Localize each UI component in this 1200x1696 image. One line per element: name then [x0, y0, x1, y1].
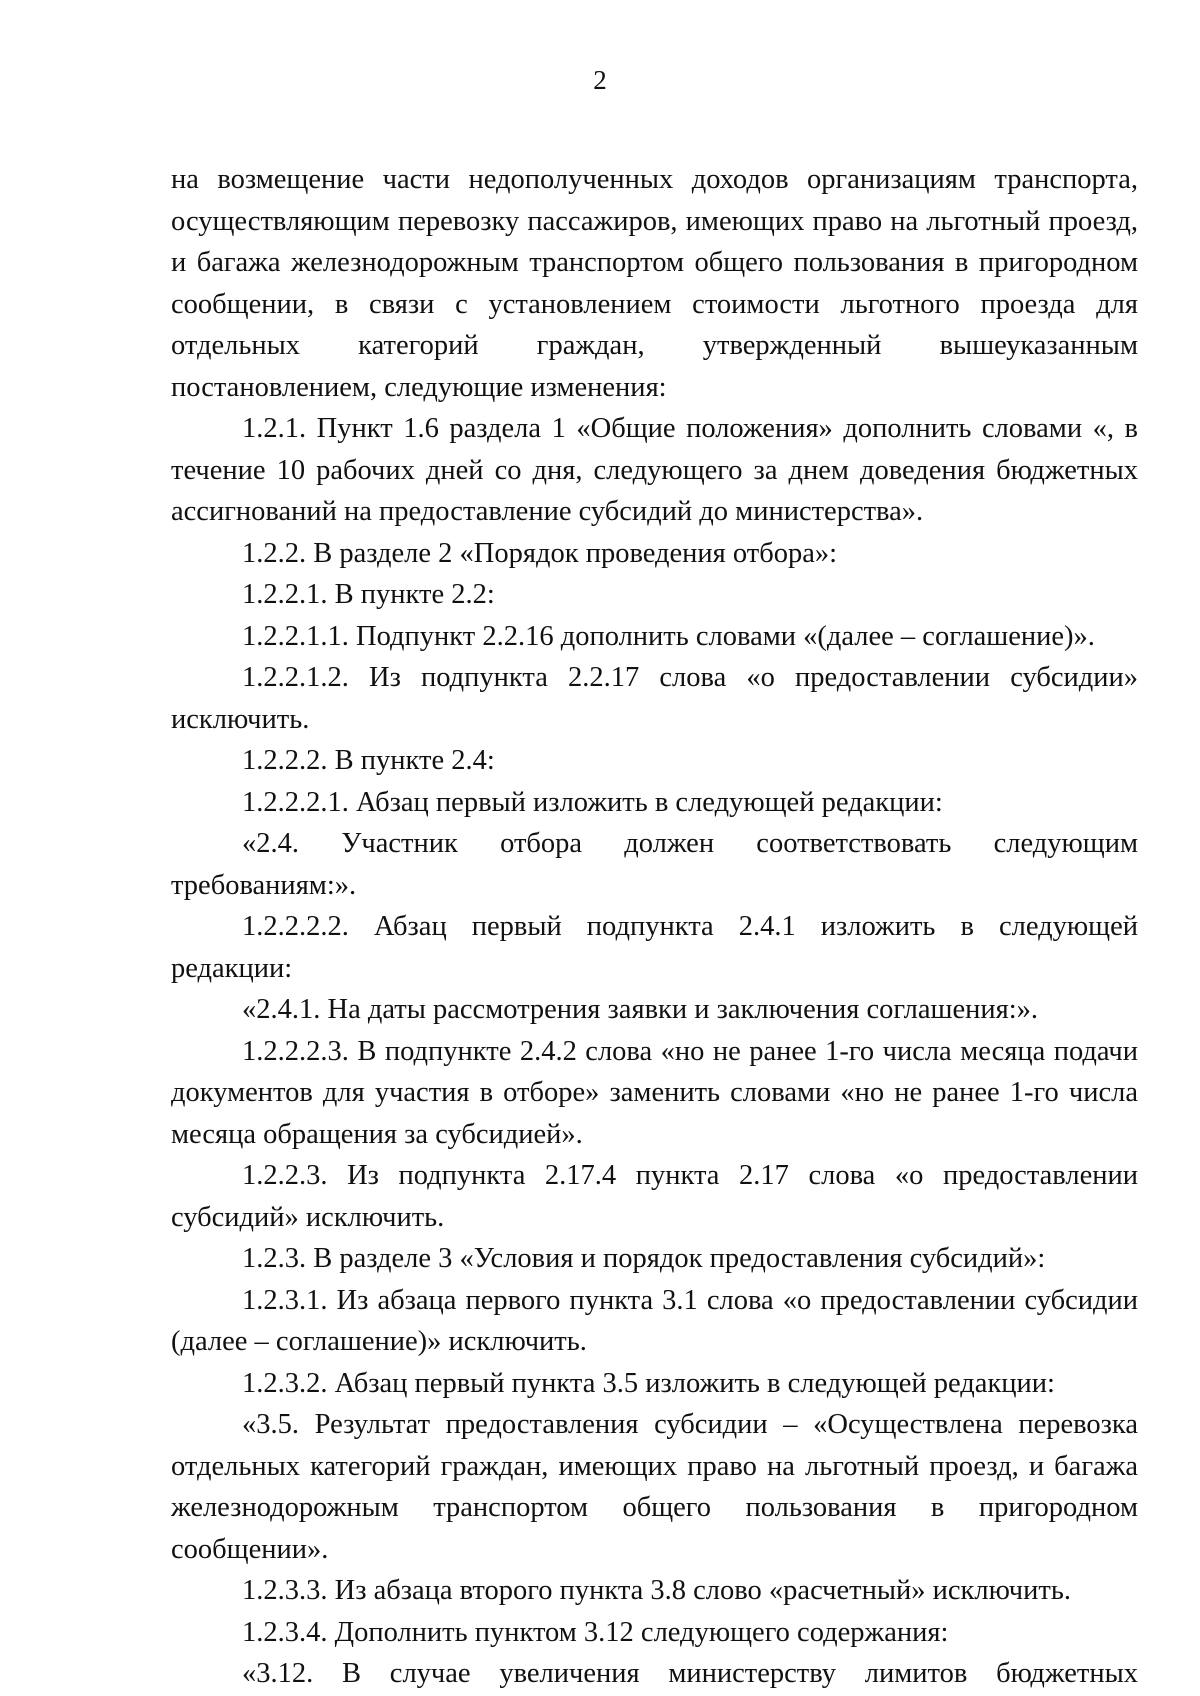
paragraph: 1.2.2.2.2. Абзац первый подпункта 2.4.1 изложить в следующей редакции:: [171, 911, 1138, 984]
paragraph: 1.2.2.2.1. Абзац первый изложить в следующей редакции:: [242, 786, 943, 818]
paragraph: 1.2.2.2. В пункте 2.4:: [242, 745, 495, 776]
page-number: 2: [593, 65, 607, 95]
paragraph: «3.12. В случае увеличения министерству лимитов бюджетных: [242, 1658, 1138, 1689]
paragraph: 1.2.2.2.3. В подпункте 2.4.2 слова «но не ранее 1-го числа месяца подачи документов для участия в отборе» заменить словами «но не ранее 1-го числа месяца обращения за субсидией».: [171, 1035, 1138, 1150]
paragraph: «3.5. Результат предоставления субсидии – «Осуществлена перевозка отдельных категорий граждан, имеющих право на льготный проезд, и багажа железнодорожным транспортом общего пользования в пригородном сообщении».: [171, 1409, 1138, 1565]
paragraph: 1.2.2.1.2. Из подпункта 2.2.17 слова «о предоставлении субсидии» исключить.: [171, 662, 1138, 735]
paragraph: 1.2.2.3. Из подпункта 2.17.4 пункта 2.17 слова «о предоставлении субсидий» исключить.: [171, 1160, 1138, 1233]
paragraph: 1.2.3.4. Дополнить пунктом 3.12 следующего содержания:: [242, 1616, 949, 1648]
paragraph: 1.2.2. В разделе 2 «Порядок проведения отбора»:: [242, 537, 838, 569]
paragraph: 1.2.3. В разделе 3 «Условия и порядок предоставления субсидий»:: [242, 1243, 1046, 1274]
paragraph: 1.2.3.1. Из абзаца первого пункта 3.1 слова «о предоставлении субсидии (далее – соглашение)» исключить.: [171, 1284, 1138, 1357]
paragraph: 1.2.1. Пункт 1.6 раздела 1 «Общие положения» дополнить словами «, в течение 10 рабочих дней со дня, следующего за днем доведения бюджетных ассигнований на предоставление субсидий до министерства».: [171, 413, 1138, 527]
document-body: [171, 159, 1138, 1695]
paragraph: 1.2.3.2. Абзац первый пункта 3.5 изложить в следующей редакции:: [242, 1367, 1055, 1399]
paragraph: «2.4.1. На даты рассмотрения заявки и заключения соглашения:».: [242, 994, 1039, 1025]
paragraph: 1.2.3.3. Из абзаца второго пункта 3.8 слово «расчетный» исключить.: [242, 1575, 1071, 1606]
paragraph: на возмещение части недополученных доходов организациям транспорта, осуществляющим перевозку пассажиров, имеющих право на льготный проезд, и багажа железнодорожным транспортом общего пользования в пригородном сообщении, в связи с установлением стоимости льготного проезда для отдельных категорий граждан, утвержденный вышеуказанным постановлением, следующие изменения:: [171, 164, 1138, 403]
paragraph: 1.2.2.1.1. Подпункт 2.2.16 дополнить словами «(далее – соглашение)».: [242, 620, 1095, 652]
paragraph: 1.2.2.1. В пункте 2.2:: [242, 579, 495, 610]
paragraph: «2.4. Участник отбора должен соответствовать следующим требованиям:».: [171, 828, 1138, 901]
